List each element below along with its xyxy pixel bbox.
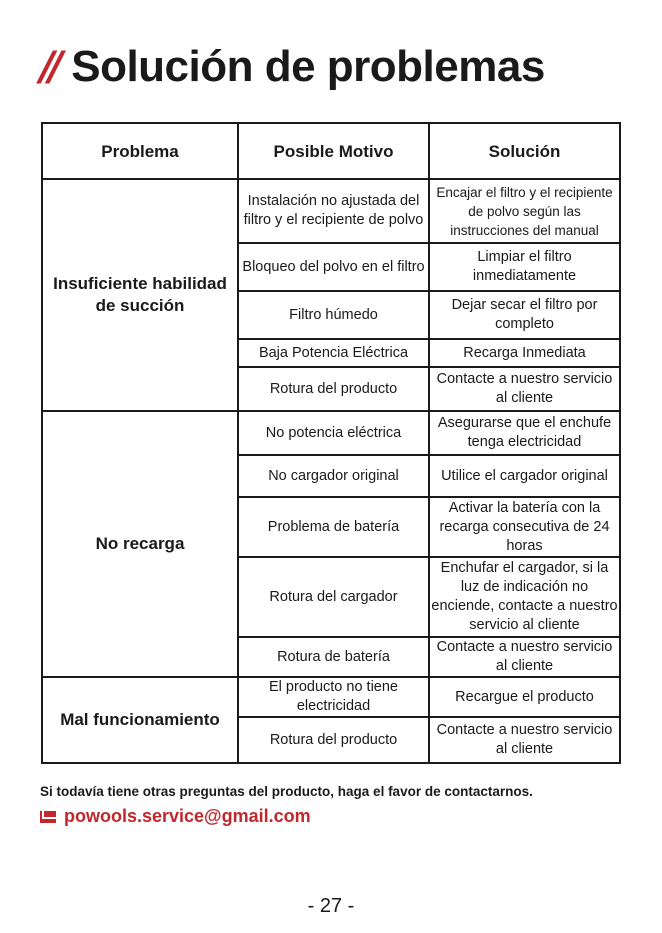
cause-cell: No cargador original [238,455,429,497]
solution-cell: Recargue el producto [429,677,620,717]
header-problem: Problema [42,123,238,179]
solution-cell: Recarga Inmediata [429,339,620,367]
envelope-icon [40,811,56,823]
table-row [42,179,620,243]
email-address[interactable]: powools.service@gmail.com [64,806,311,826]
cause-cell: Instalación no ajustada del filtro y el recipiente de polvo [238,179,429,243]
solution-cell: Dejar secar el filtro por completo [429,291,620,339]
solution-cell: Contacte a nuestro servicio al cliente [429,637,620,677]
cause-cell: Rotura del producto [238,367,429,411]
cause-cell: Rotura del cargador [238,557,429,637]
page-number: - 27 - [307,895,355,917]
contact-note: Si todavía tiene otras preguntas del producto, haga el favor de contactarnos. [40,784,533,799]
page-title [40,42,545,92]
email-line[interactable] [40,806,311,827]
cause-cell: Rotura del producto [238,717,429,763]
solution-cell: Contacte a nuestro servicio al cliente [429,717,620,763]
solution-cell: Limpiar el filtro inmediatamente [429,243,620,291]
cause-cell: No potencia eléctrica [238,411,429,455]
solution-cell: Contacte a nuestro servicio al cliente [429,367,620,411]
title-text: Solución de problemas [71,42,545,91]
problem-cell: No recarga [42,411,238,677]
cause-cell: Bloqueo del polvo en el filtro [238,243,429,291]
solution-cell: Enchufar el cargador, si la luz de indicación no enciende, contacte a nuestro servicio al cliente [429,557,620,637]
solution-cell: Utilice el cargador original [429,455,620,497]
table-row [42,677,620,717]
problem-cell: Mal funcionamiento [42,677,238,763]
solution-cell: Activar la batería con la recarga consecutiva de 24 horas [429,497,620,557]
cause-cell: Filtro húmedo [238,291,429,339]
cause-cell: Rotura de batería [238,637,429,677]
solution-cell: Encajar el filtro y el recipiente de polvo según las instrucciones del manual [429,179,620,243]
cause-cell: Baja Potencia Eléctrica [238,339,429,367]
cause-cell: Problema de batería [238,497,429,557]
header-solution: Solución [429,123,620,179]
solution-cell: Asegurarse que el enchufe tenga electricidad [429,411,620,455]
problem-cell: Insuficiente habilidad de succión [42,179,238,411]
cause-cell: El producto no tiene electricidad [238,677,429,717]
table-header-row [42,123,620,179]
table-row [42,411,620,455]
title-slashes: // [40,44,58,90]
header-cause: Posible Motivo [238,123,429,179]
troubleshooting-table [41,122,621,764]
